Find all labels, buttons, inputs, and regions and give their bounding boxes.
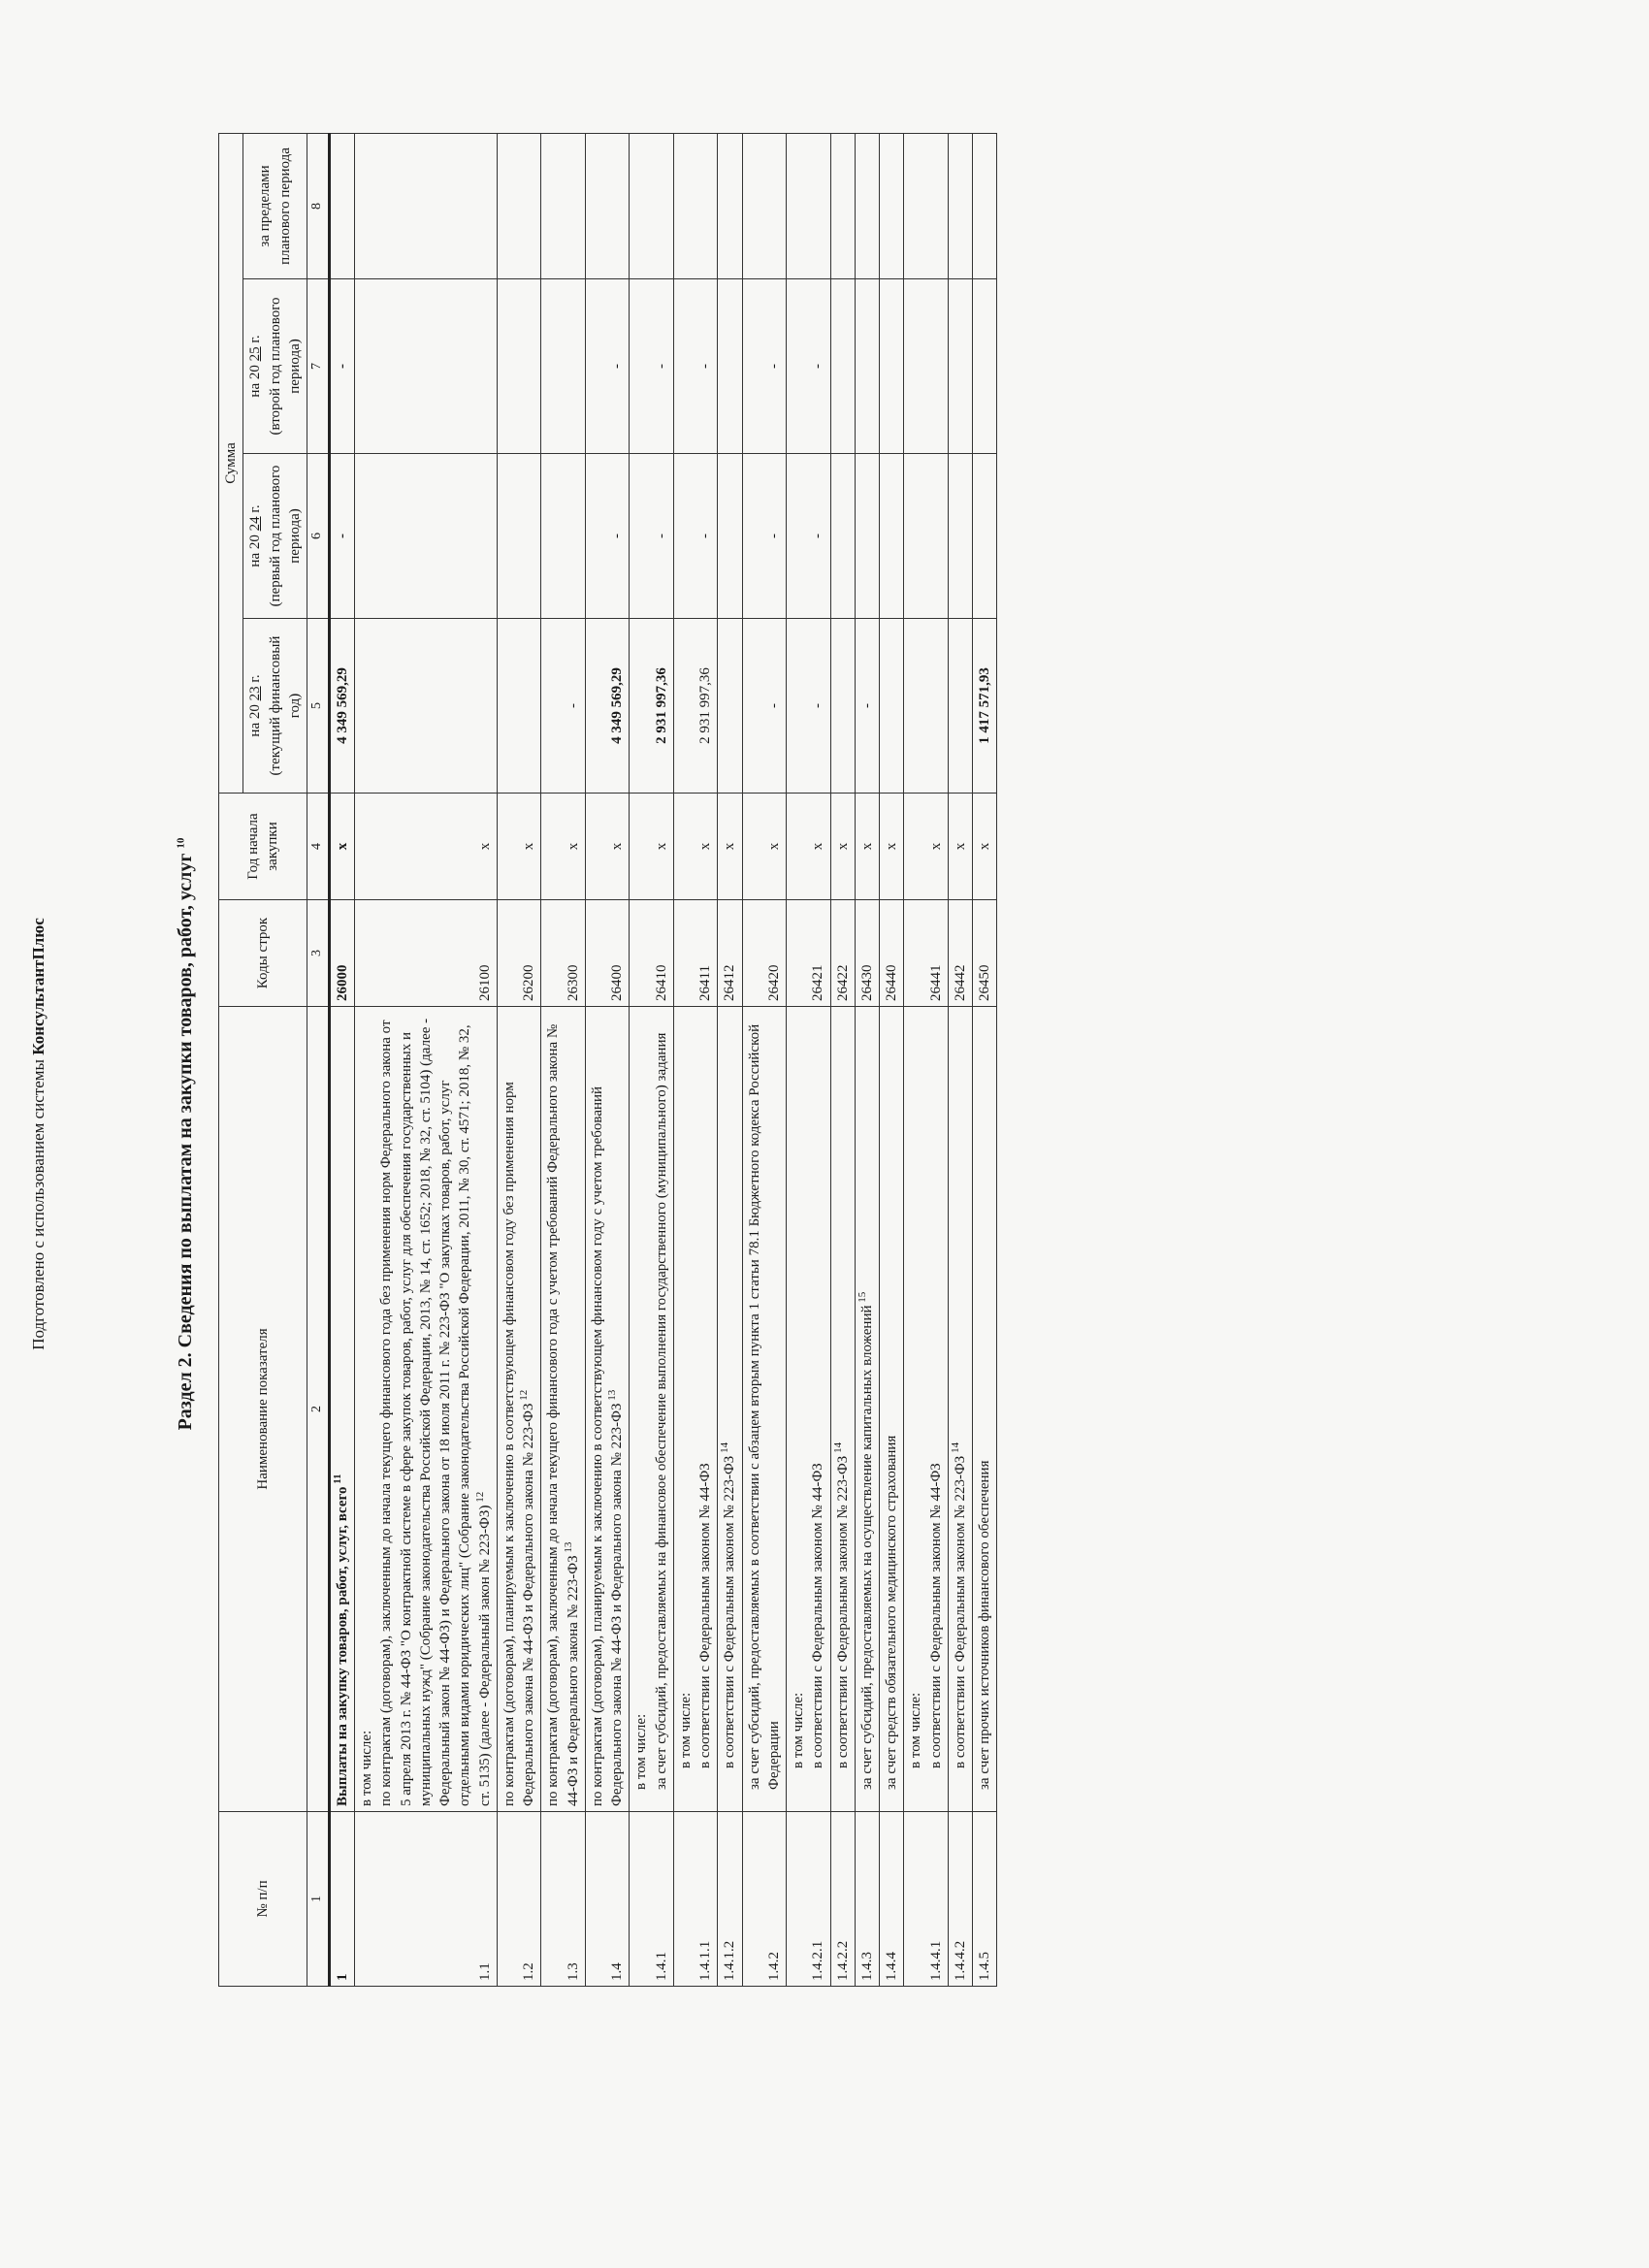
- row-value-y2: [355, 454, 498, 619]
- col-number: 2: [307, 1007, 330, 1812]
- row-name-text: за счет субсидий, предоставляемых на осуществление капитальных вложений: [858, 1305, 875, 1790]
- row-prefix: в том числе:: [633, 1713, 650, 1790]
- row-name-text: в соответствии с Федеральным законом № 44-ФЗ: [697, 1463, 714, 1768]
- row-name-text: в соответствии с Федеральным законом № 44-ФЗ: [927, 1463, 944, 1768]
- row-footnote: 12: [518, 1389, 531, 1404]
- table-row: [973, 133, 997, 1986]
- row-value-y1: 1 417 571,93: [973, 619, 997, 794]
- col-number: 3: [307, 900, 330, 1007]
- row-footnote: 13: [562, 1541, 574, 1556]
- col-number: 7: [307, 279, 330, 454]
- row-name: [329, 1007, 354, 1812]
- col-header-y2: на 20 24 г. (первый год планового периода): [243, 454, 307, 619]
- table-row: [904, 133, 949, 1986]
- table-row: [329, 133, 354, 1986]
- row-number: 1.4.1.2: [718, 1812, 742, 1987]
- section-title: [175, 0, 197, 2268]
- row-value-y2: -: [630, 454, 674, 619]
- row-name: [742, 1007, 787, 1812]
- row-number: 1.4.4.1: [904, 1812, 949, 1987]
- row-value-y3: [830, 279, 855, 454]
- row-code: 26411: [673, 900, 718, 1007]
- row-value-y3: [904, 279, 949, 454]
- row-value-beyond: [541, 133, 586, 278]
- row-value-y1: 4 349 569,29: [329, 619, 354, 794]
- col-number: 5: [307, 619, 330, 794]
- table-row: [355, 133, 498, 1986]
- row-value-y1: -: [787, 619, 831, 794]
- row-footnote: 11: [331, 1474, 343, 1487]
- row-number: 1.4.4: [880, 1812, 904, 1987]
- row-value-y3: -: [673, 279, 718, 454]
- row-code: 26410: [630, 900, 674, 1007]
- table-row: [585, 133, 630, 1986]
- column-numbers-row: [307, 133, 330, 1986]
- col-header-y1: на 20 23 г. (текущий финансовый год): [243, 619, 307, 794]
- row-name: [948, 1007, 972, 1812]
- row-value-y3: -: [787, 279, 831, 454]
- row-code: 26200: [497, 900, 541, 1007]
- row-name-text: за счет субсидий, предоставляемых на финансовое обеспечение выполнения государственного (муниципального) задания: [653, 1032, 669, 1790]
- row-value-y2: [880, 454, 904, 619]
- row-year: x: [585, 794, 630, 900]
- row-name-text: в соответствии с Федеральным законом № 223-ФЗ: [722, 1455, 738, 1768]
- row-code: 26100: [355, 900, 498, 1007]
- row-prefix: в том числе:: [791, 1692, 807, 1768]
- row-value-y2: -: [329, 454, 354, 619]
- row-value-beyond: [718, 133, 742, 278]
- row-value-y3: -: [329, 279, 354, 454]
- row-year: x: [904, 794, 949, 900]
- row-value-y2: [904, 454, 949, 619]
- table-row: [673, 133, 718, 1986]
- row-name: [673, 1007, 718, 1812]
- row-value-y2: [948, 454, 972, 619]
- row-value-y1: [355, 619, 498, 794]
- table-row: [541, 133, 586, 1986]
- col-header-name: Наименование показателя: [219, 1007, 307, 1812]
- row-value-y2: [855, 454, 879, 619]
- row-number: 1.2: [497, 1812, 541, 1987]
- header-note-brand: КонсультантПлюс: [29, 918, 48, 1055]
- table-row: [855, 133, 879, 1986]
- row-code: 26300: [541, 900, 586, 1007]
- table-row: [718, 133, 742, 1986]
- row-value-y1: 2 931 997,36: [673, 619, 718, 794]
- row-name-text: в соответствии с Федеральным законом № 223-ФЗ: [952, 1455, 968, 1768]
- row-value-y2: [497, 454, 541, 619]
- row-code: 26440: [880, 900, 904, 1007]
- row-year: x: [787, 794, 831, 900]
- col-header-code: Коды строк: [219, 900, 307, 1007]
- row-value-y3: [541, 279, 586, 454]
- row-name: [830, 1007, 855, 1812]
- row-value-beyond: [329, 133, 354, 278]
- row-value-y3: [355, 279, 498, 454]
- row-year: x: [630, 794, 674, 900]
- row-code: 26442: [948, 900, 972, 1007]
- row-value-beyond: [787, 133, 831, 278]
- row-year: x: [948, 794, 972, 900]
- row-code: 26422: [830, 900, 855, 1007]
- row-value-y3: -: [585, 279, 630, 454]
- row-value-y3: -: [630, 279, 674, 454]
- row-value-y2: [718, 454, 742, 619]
- row-footnote: 13: [606, 1389, 619, 1404]
- header-note: [29, 0, 48, 2268]
- row-code: 26000: [329, 900, 354, 1007]
- row-number: 1.4.1.1: [673, 1812, 718, 1987]
- row-value-y1: [830, 619, 855, 794]
- row-value-y3: [973, 279, 997, 454]
- section-title-footnote: 10: [175, 837, 187, 849]
- col-header-y3: на 20 25 г. (второй год планового периода): [243, 279, 307, 454]
- row-footnote: 12: [473, 1491, 486, 1506]
- row-code: 26420: [742, 900, 787, 1007]
- row-code: 26400: [585, 900, 630, 1007]
- row-value-y3: [855, 279, 879, 454]
- table-body: [329, 133, 997, 1986]
- row-name: [787, 1007, 831, 1812]
- row-value-y2: [973, 454, 997, 619]
- row-number: 1.4.2: [742, 1812, 787, 1987]
- row-number: 1.4.3: [855, 1812, 879, 1987]
- table-row: [787, 133, 831, 1986]
- row-value-beyond: [673, 133, 718, 278]
- row-value-y3: [880, 279, 904, 454]
- row-value-y2: -: [585, 454, 630, 619]
- col-header-sum: Сумма: [219, 133, 243, 793]
- row-value-y2: -: [787, 454, 831, 619]
- table-row: [497, 133, 541, 1986]
- row-name: [904, 1007, 949, 1812]
- row-name: [541, 1007, 586, 1812]
- row-value-beyond: [742, 133, 787, 278]
- col-number: 1: [307, 1812, 330, 1987]
- table-row: [630, 133, 674, 1986]
- row-value-y2: -: [673, 454, 718, 619]
- row-value-y3: [497, 279, 541, 454]
- row-name-text: за счет прочих источников финансового обеспечения: [977, 1460, 993, 1790]
- row-name: [497, 1007, 541, 1812]
- row-value-y3: -: [742, 279, 787, 454]
- row-value-y2: [830, 454, 855, 619]
- row-number: 1.3: [541, 1812, 586, 1987]
- row-number: 1.4: [585, 1812, 630, 1987]
- row-year: x: [497, 794, 541, 900]
- row-name: [630, 1007, 674, 1812]
- row-code: 26450: [973, 900, 997, 1007]
- row-value-y2: -: [742, 454, 787, 619]
- row-footnote: 14: [831, 1442, 844, 1456]
- row-footnote: 14: [719, 1442, 731, 1456]
- row-year: x: [673, 794, 718, 900]
- row-code: 26441: [904, 900, 949, 1007]
- row-name-text: по контрактам (договорам), планируемым к заключению в соответствующем финансовом году без применения норм Федерального закона № 44-ФЗ и Федерального закона № 223-ФЗ: [501, 1082, 537, 1806]
- row-name: [355, 1007, 498, 1812]
- row-name-text: по контрактам (договорам), заключенным до начала текущего финансового года без применения норм Федерального закона от 5 апреля 2013 г. № 44-ФЗ "О контрактной системе в сфере закупок товаров, работ, услуг для обеспечения государственных и муниципальных нужд" (Собрание законодательства Российской Федерации, 2013, № 14, ст. 1652; 2018, № 32, ст. 5104) (далее - Федеральный закон № 44-ФЗ) и Федерального закона от 18 июля 2011 г. № 223-ФЗ "О закупках товаров, работ, услуг отдельными видами юридических лиц" (Собрание законодательства Российской Федерации, 2011, № 30, ст. 4571; 2018, № 32, ст. 5135) (далее - Федеральный закон № 223-ФЗ): [378, 1018, 493, 1806]
- row-code: 26430: [855, 900, 879, 1007]
- row-year: x: [742, 794, 787, 900]
- row-year: x: [718, 794, 742, 900]
- row-value-y1: [880, 619, 904, 794]
- row-year: x: [355, 794, 498, 900]
- col-header-num: № п/п: [219, 1812, 307, 1987]
- row-name-text: в соответствии с Федеральным законом № 44-ФЗ: [810, 1463, 826, 1768]
- row-number: 1.4.4.2: [948, 1812, 972, 1987]
- table-row: [948, 133, 972, 1986]
- table-row: [830, 133, 855, 1986]
- row-name: [855, 1007, 879, 1812]
- row-value-beyond: [973, 133, 997, 278]
- row-value-beyond: [855, 133, 879, 278]
- row-number: 1.4.2.1: [787, 1812, 831, 1987]
- row-value-y2: [541, 454, 586, 619]
- row-value-y1: 2 931 997,36: [630, 619, 674, 794]
- row-value-y1: -: [541, 619, 586, 794]
- col-number: 6: [307, 454, 330, 619]
- row-number: 1.4.5: [973, 1812, 997, 1987]
- row-number: 1.4.1: [630, 1812, 674, 1987]
- row-number: 1.1: [355, 1812, 498, 1987]
- row-code: 26421: [787, 900, 831, 1007]
- header-note-prefix: Подготовлено с использованием системы: [29, 1059, 48, 1350]
- table-row: [880, 133, 904, 1986]
- row-footnote: 14: [949, 1442, 961, 1456]
- row-name-text: Выплаты на закупку товаров, работ, услуг, всего: [334, 1486, 350, 1806]
- row-footnote: 15: [856, 1291, 868, 1306]
- row-value-beyond: [948, 133, 972, 278]
- row-name-text: по контрактам (договорам), заключенным до начала текущего финансового года с учетом требований Федерального закона № 44-ФЗ и Федерального закона № 223-ФЗ: [545, 1023, 581, 1806]
- row-value-beyond: [497, 133, 541, 278]
- row-name: [880, 1007, 904, 1812]
- row-year: x: [329, 794, 354, 900]
- row-value-y1: [948, 619, 972, 794]
- row-prefix: в том числе:: [908, 1692, 924, 1768]
- row-name: [973, 1007, 997, 1812]
- col-header-beyond: за пределами планового периода: [243, 133, 307, 278]
- row-year: x: [880, 794, 904, 900]
- row-number: 1: [329, 1812, 354, 1987]
- col-number: 4: [307, 794, 330, 900]
- row-name: [585, 1007, 630, 1812]
- row-name-text: за счет субсидий, предоставляемых в соответствии с абзацем вторым пункта 1 статьи 78.1 Бюджетного кодекса Российской Федерации: [746, 1023, 782, 1790]
- row-value-beyond: [830, 133, 855, 278]
- row-value-beyond: [630, 133, 674, 278]
- col-number: 8: [307, 133, 330, 278]
- row-prefix: в том числе:: [677, 1692, 694, 1768]
- row-name: [718, 1007, 742, 1812]
- col-header-year: Год начала закупки: [219, 794, 307, 900]
- row-year: x: [973, 794, 997, 900]
- row-year: x: [830, 794, 855, 900]
- row-name-text: за счет средств обязательного медицинского страхования: [884, 1435, 900, 1790]
- row-year: x: [541, 794, 586, 900]
- row-value-y3: [718, 279, 742, 454]
- procurement-table: [218, 133, 997, 1987]
- table-row: [742, 133, 787, 1986]
- row-value-beyond: [904, 133, 949, 278]
- row-value-y1: [497, 619, 541, 794]
- row-value-beyond: [355, 133, 498, 278]
- row-value-y1: -: [742, 619, 787, 794]
- section-title-text: Раздел 2. Сведения по выплатам на закупки товаров, работ, услуг: [175, 853, 196, 1431]
- row-name-text: по контрактам (договорам), планируемым к заключению в соответствующем финансовом году с учетом требований Федерального закона № 44-ФЗ и Федерального закона № 223-ФЗ: [589, 1085, 626, 1806]
- row-value-y1: -: [855, 619, 879, 794]
- row-value-y1: 4 349 569,29: [585, 619, 630, 794]
- row-code: 26412: [718, 900, 742, 1007]
- row-value-y1: [904, 619, 949, 794]
- row-year: x: [855, 794, 879, 900]
- row-value-beyond: [880, 133, 904, 278]
- header-row-1: [219, 133, 243, 1986]
- row-value-beyond: [585, 133, 630, 278]
- row-value-y3: [948, 279, 972, 454]
- row-name-text: в соответствии с Федеральным законом № 223-ФЗ: [834, 1455, 851, 1768]
- row-prefix: в том числе:: [359, 1730, 375, 1806]
- row-value-y1: [718, 619, 742, 794]
- row-number: 1.4.2.2: [830, 1812, 855, 1987]
